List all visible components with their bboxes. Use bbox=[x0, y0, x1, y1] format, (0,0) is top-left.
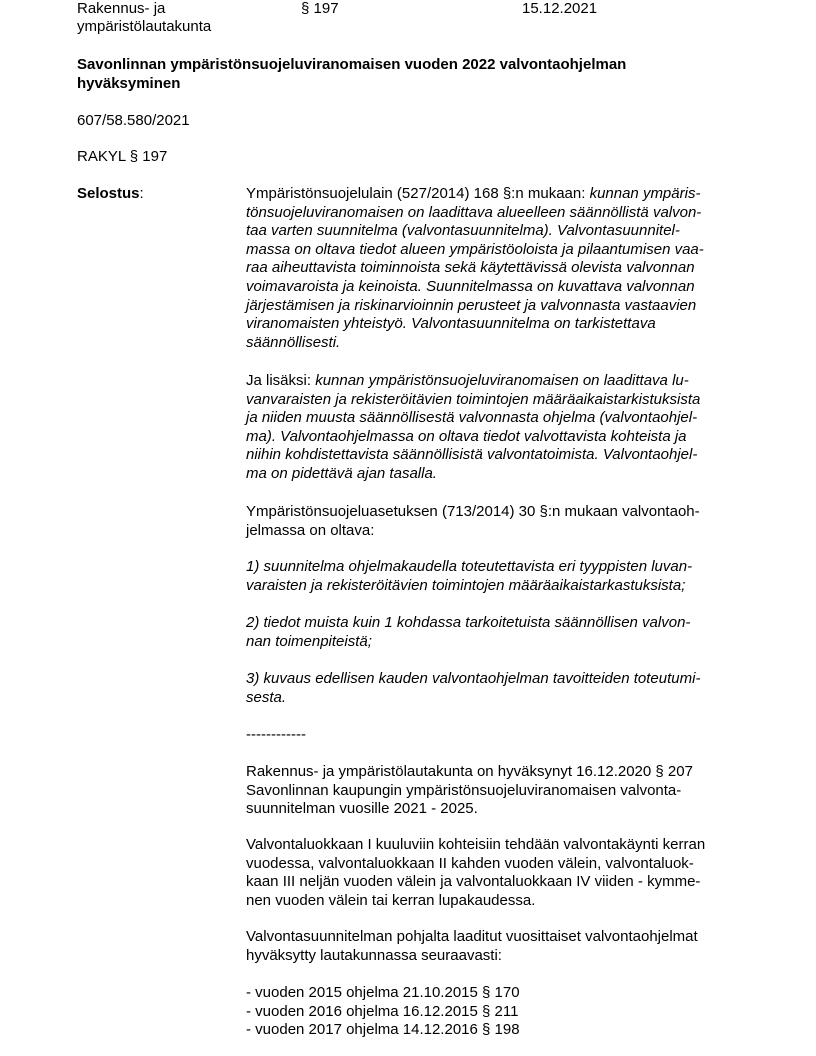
list-item: - vuoden 2015 ohjelma 21.10.2015 § 170 bbox=[246, 984, 520, 1001]
selostus-colon: : bbox=[139, 185, 144, 202]
item3-line1: 3) kuvaus edellisen kauden valvontaohjelman tavoitteiden toteutumi- bbox=[246, 670, 701, 687]
p1-line5: raa aiheuttavista toiminnoista sekä käytettävissä olevista valvonnan bbox=[246, 259, 695, 277]
requirement-item-3 bbox=[246, 670, 746, 707]
item3-line2: sesta. bbox=[246, 688, 287, 706]
paragraph-law-168 bbox=[246, 185, 746, 352]
p2-line3: ja niiden muusta säännöllisestä valvonnasta ohjelma (valvontaohjel- bbox=[246, 409, 698, 427]
committee-name-line2: ympäristölautakunta bbox=[77, 18, 212, 35]
p6-line1: Valvontasuunnitelman pohjalta laaditut vuosittaiset valvontaohjelmat bbox=[246, 928, 698, 945]
p2-intro: Ja lisäksi: bbox=[246, 372, 316, 389]
p1-line7: järjestämisen ja riskinarvioinnin perusteet ja valvonnasta vastaavien bbox=[246, 296, 697, 314]
item2-line1: 2) tiedot muista kuin 1 kohdassa tarkoitetuista säännöllisen valvon- bbox=[246, 614, 691, 631]
p5-line4: nen vuoden välein tai kerran lupakaudessa. bbox=[246, 891, 536, 909]
paragraph-decree-30 bbox=[246, 503, 746, 540]
p2-line2: vanvaraisten ja rekisteröitävien toimintojen määräaikaistarkistuksista bbox=[246, 390, 701, 408]
paragraph-supervision-program bbox=[246, 372, 746, 484]
reference-section: RAKYL § 197 bbox=[77, 148, 168, 165]
p2-line6: ma on pidettävä ajan tasalla. bbox=[246, 464, 437, 482]
p1-line4: massa on oltava tiedot alueen ympäristöoloista ja pilaantumisen vaa- bbox=[246, 240, 704, 258]
p1-quote-start: kunnan ympäris- bbox=[589, 185, 701, 202]
p3-line1: Ympäristönsuojeluasetuksen (713/2014) 30 §:n mukaan valvontaoh- bbox=[246, 503, 700, 520]
p1-intro: Ympäristönsuojelulain (527/2014) 168 §:n mukaan: bbox=[246, 185, 590, 202]
p5-line1: Valvontaluokkaan I kuuluviin kohteisiin tehdään valvontakäynti kerran bbox=[246, 836, 706, 853]
selostus-label bbox=[77, 185, 144, 203]
p2-line5: niihin kohdistettavista säännöllisistä valvontatoimista. Valvontaohjel- bbox=[246, 446, 698, 464]
requirement-item-2 bbox=[246, 614, 746, 651]
p2-quote-start: kunnan ympäristönsuojeluviranomaisen on laadittava lu- bbox=[315, 372, 689, 389]
item1-line1: 1) suunnitelma ohjelmakaudella toteutettavista eri tyyppisten luvan- bbox=[246, 558, 693, 575]
p4-line2: Savonlinnan kaupungin ympäristönsuojeluviranomaisen valvonta- bbox=[246, 781, 682, 799]
document-title-line1: Savonlinnan ympäristönsuojeluviranomaisen vuoden 2022 valvontaohjelman bbox=[77, 56, 627, 73]
selostus-label-text: Selostus bbox=[77, 185, 140, 202]
meeting-date: 15.12.2021 bbox=[522, 0, 598, 17]
p2-line4: ma). Valvontaohjelmassa on oltava tiedot valvottavista kohteista ja bbox=[246, 427, 687, 445]
reference-number: 607/58.580/2021 bbox=[77, 112, 190, 129]
approved-programs-list bbox=[246, 984, 746, 1040]
requirement-item-1 bbox=[246, 558, 746, 595]
p6-line2: hyväksytty lautakunnassa seuraavasti: bbox=[246, 946, 502, 964]
p4-line3: suunnitelman vuosille 2021 - 2025. bbox=[246, 800, 478, 818]
p1-line2: tönsuojeluviranomaisen on laadittava alueelleen säännöllistä valvon- bbox=[246, 203, 702, 221]
committee-name-line1: Rakennus- ja bbox=[77, 0, 166, 17]
p1-line3: taa varten suunnitelma (valvontasuunnitelma). Valvontasuunnitel- bbox=[246, 222, 680, 240]
list-item: - vuoden 2017 ohjelma 14.12.2016 § 198 bbox=[246, 1021, 520, 1039]
p1-line9: säännöllisesti. bbox=[246, 333, 341, 351]
p4-line1: Rakennus- ja ympäristölautakunta on hyväksynyt 16.12.2020 § 207 bbox=[246, 763, 693, 780]
paragraph-approval-2020 bbox=[246, 763, 746, 819]
section-number: § 197 bbox=[301, 0, 339, 17]
section-separator: ------------ bbox=[246, 726, 306, 743]
p3-line2: jelmassa on oltava: bbox=[246, 521, 375, 539]
paragraph-supervision-classes bbox=[246, 836, 746, 910]
document-title-line2: hyväksyminen bbox=[77, 75, 181, 92]
item2-line2: nan toimenpiteistä; bbox=[246, 632, 372, 650]
p1-line8: viranomaisten yhteistyö. Valvontasuunnitelma on tarkistettava bbox=[246, 315, 656, 333]
p1-line6: voimavaroista ja keinoista. Suunnitelmassa on kuvattava valvonnan bbox=[246, 277, 695, 295]
item1-line2: varaisten ja rekisteröitävien toimintojen määräaikaistarkastuksista; bbox=[246, 576, 686, 594]
p5-line2: vuodessa, valvontaluokkaan II kahden vuoden välein, valvontaluok- bbox=[246, 854, 694, 872]
paragraph-annual-programs bbox=[246, 928, 746, 965]
list-item: - vuoden 2016 ohjelma 16.12.2015 § 211 bbox=[246, 1002, 519, 1020]
p5-line3: kaan III neljän vuoden välein ja valvontaluokkaan IV viiden - kymme- bbox=[246, 873, 701, 891]
